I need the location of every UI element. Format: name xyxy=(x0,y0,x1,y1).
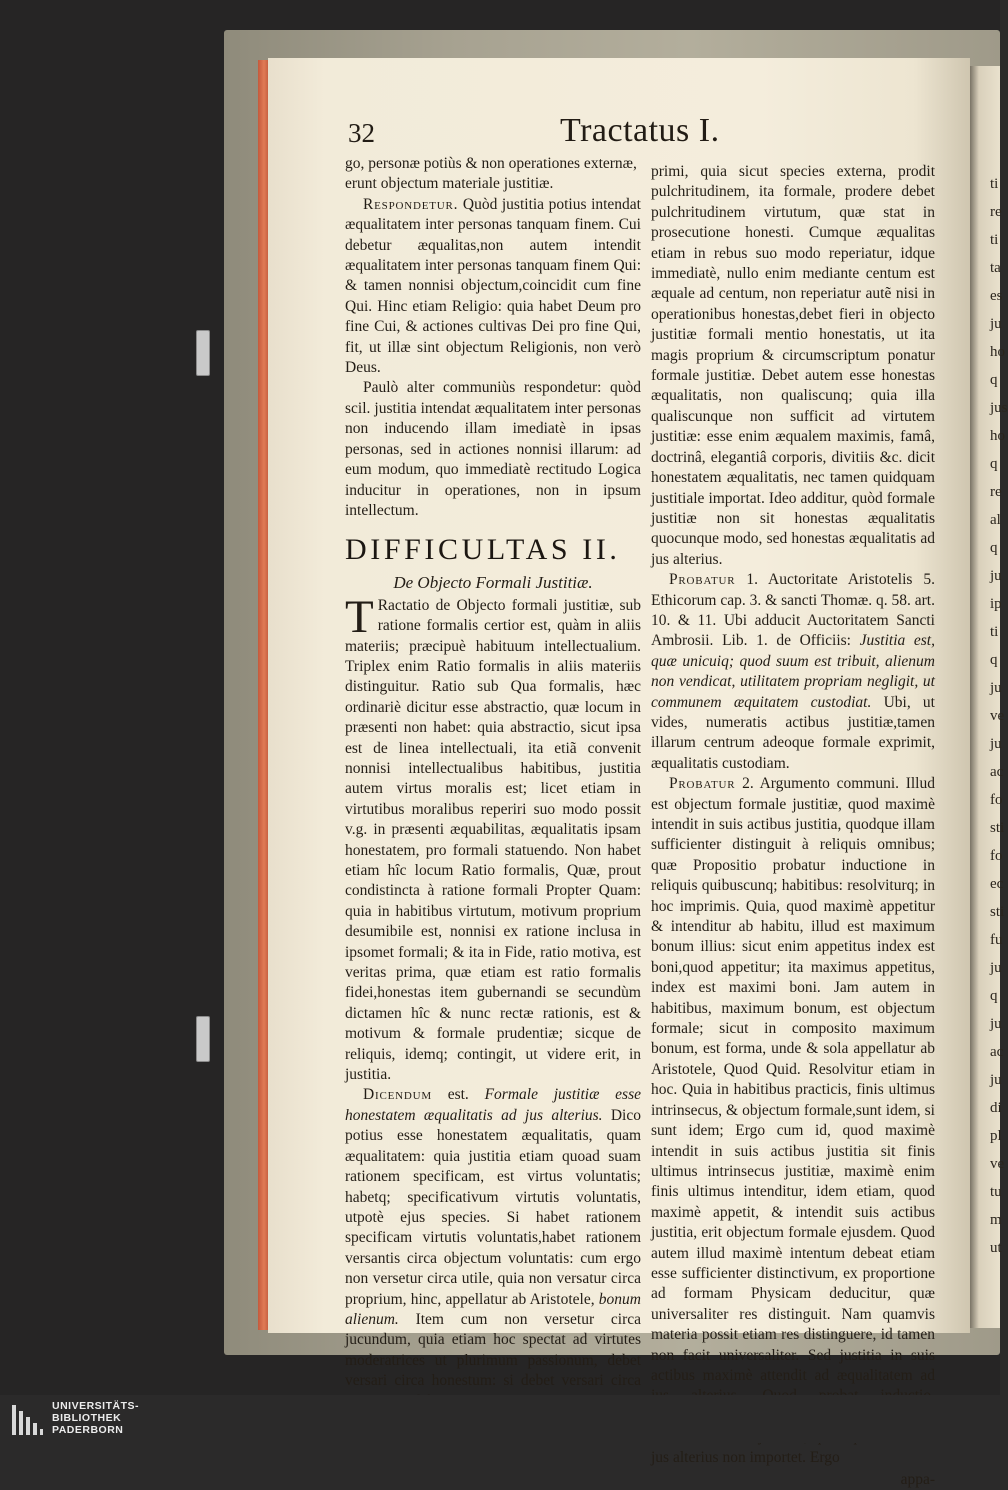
paragraph-respondetur xyxy=(345,195,641,379)
paragraph-text: est. xyxy=(431,1086,485,1104)
text-column-right xyxy=(651,162,935,1490)
facing-page-text-fragment: ju xyxy=(990,1016,1002,1032)
facing-page-text-fragment: jus xyxy=(990,400,1008,416)
library-name xyxy=(52,1400,139,1436)
section-subheading: De Objecto Formali Justitiæ. xyxy=(393,573,593,593)
facing-page-text-fragment: q xyxy=(990,540,998,556)
facing-page-text-fragment: ve xyxy=(990,1156,1005,1172)
library-footer xyxy=(0,1395,1000,1443)
facing-page-text-fragment: ip xyxy=(990,596,1002,612)
facing-page-text-fragment: ti xyxy=(990,232,999,248)
facing-page-text-fragment: re xyxy=(990,484,1002,500)
facing-page-text-fragment: ho xyxy=(990,428,1005,444)
paragraph-number: 1. xyxy=(735,571,769,589)
binding-clasp-bottom xyxy=(196,1016,210,1062)
facing-page-text-fragment: ti xyxy=(990,176,999,192)
paragraph-text: Quòd justitia potius intendat æqualitatem inter personas tanquam finem. Cui debetur æqualitas,non autem intendit æqualitatem inter personas tanquam finem Qui: & tamen nonnisi objectum,coincidit cum fine Qui. Hinc etiam Religio: quia habet Deum pro fine Cui, & actiones cultivas Dei pro fine Qui, fit, ut illæ sint objectum Religionis, non verò Deus. xyxy=(345,195,641,377)
label-dicendum: Dicendum xyxy=(363,1086,432,1104)
facing-page-text-fragment: ju xyxy=(990,680,1002,696)
quote-italic: Justitia est, quæ unicuiq; quod suum est tribuit, alienum non vendicat, utilitatem propriam negligit, ut communem æquitatem custodiat. xyxy=(651,632,935,711)
facing-page-text-fragment: ju xyxy=(990,1072,1002,1088)
facing-page-text-fragment: q xyxy=(990,988,998,1004)
facing-page-text-fragment: ec xyxy=(990,876,1004,892)
facing-page-text-fragment: di xyxy=(990,1100,1002,1116)
facing-page-text-fragment: fo xyxy=(990,848,1003,864)
label-respondetur: Respondetur. xyxy=(363,195,459,213)
facing-page-text-fragment: ti xyxy=(990,624,999,640)
text-line: go, personæ potiùs & non operationes externæ, xyxy=(345,155,637,172)
facing-page-text-fragment: ut xyxy=(990,1240,1002,1256)
paragraph-text: Item cum non versetur circa jucundum, quia etiam hoc spectat ad virtutes moderatrices ut plurimum passionum, debet versari circa honestum: si debet versari circa xyxy=(345,1310,641,1390)
label-probatur: Probatur xyxy=(669,775,736,793)
running-head: Tractatus I. xyxy=(560,112,720,149)
facing-page-text-fragment: ju xyxy=(990,960,1002,976)
thesis-italic: Formale justitiæ esse honestatem æqualitatis ad jus alterius. xyxy=(345,1086,642,1124)
library-logo-icon xyxy=(10,1401,44,1437)
facing-page-text-fragment: sti xyxy=(990,904,1005,920)
facing-page-text-fragment: q xyxy=(990,652,998,668)
facing-page-text-fragment: al xyxy=(990,512,1001,528)
facing-page-text-fragment: ac xyxy=(990,1044,1004,1060)
paragraph-text: Ubi, ut vides, numeratis actibus justitiæ,tamen illarum centrum adeoque formale exprimit, æqualitatis custodiam. xyxy=(651,693,935,772)
paragraph-number: 2. xyxy=(735,775,760,793)
facing-page-text-fragment: q xyxy=(990,372,998,388)
facing-page-text-fragment: ta xyxy=(990,260,1001,276)
text-line: erunt objectum materiale justitiæ. xyxy=(345,175,554,193)
drop-capital: T xyxy=(345,590,374,643)
facing-page-text-fragment: ve xyxy=(990,708,1005,724)
paragraph-tractatio xyxy=(345,590,641,1086)
library-name-line: BIBLIOTHEK xyxy=(52,1412,122,1424)
facing-page-text-fragment: pl xyxy=(990,1128,1002,1144)
paragraph-dicendum xyxy=(345,1085,641,1412)
facing-page-text-fragment: es xyxy=(990,288,1003,304)
facing-page-edge xyxy=(970,66,1008,1328)
paragraph-text: Argumento communi. Illud est objectum formale justitiæ, quod maximè intendit in suis actibus justitia, quodque illam sufficienter distinguit à reliquis omnibus; quæ Propositio probatur inductione in reliquis quibuscunq; habitibus: resolviturq; in hoc imprimis. Quia, quod maximè appetitur & intenditur ab habitu, illud est maximum bonum illius: sicut enim appetitus index est boni,quod appetitur; ita maximus appetitus, index est maximi boni. Jam autem in habitibus, maximum bonum, est objectum formale; sicut in composito maximum bonum, est forma, unde & sola appellatur ab Aristotele, Quod Quid. Resolvitur etiam in hoc. Quia in habitibus practicis, finis ultimus intrinsecus, & objectum formale,sunt idem, si sunt idem; Ergo cum id, quod maximè intendit in suis actibus justitia sit finis ultimus intrinsecus justitiæ, maximè enim finis ultimus intenditur, idem etiam, quod maximè appetit, & intendit suis actibus justitia, erit objectum formale ejusdem. Quod autem illud maximè intentum debeat etiam esse sufficienter distinctivum, ex proportione ad formam Physicam deducitur, quæ universaliter res distinguit. Nam quamvis materia possit etiam res distinguere, id tamen non facit universaliter. Sed justitia in suis actibus maximè attendit ad æqualitatem ad jus alterius non importet. Ergo xyxy=(651,775,935,1466)
facing-page-text-fragment: ju xyxy=(990,568,1002,584)
library-name-line: UNIVERSITÄTS- xyxy=(52,1400,140,1412)
paragraph-text: Dico potius esse honestatem æqualitatis, quam æqualitatem: quia justitia etiam quoad suam rationem specificam, est virtus voluntatis; habetq; specificativum virtutis voluntatis, utpotè ejus species. Si habet rationem specificam virtutis voluntatis,habet rationem versantis circa objectum voluntatis: cum ergo non versetur circa utile, quia non versatur circa proprium, hinc, appellatur ab Aristotele, xyxy=(345,1106,641,1308)
facing-page-text-fragment: sti xyxy=(990,820,1005,836)
catchword: appa- xyxy=(900,1471,935,1488)
facing-page-text-fragment: ho xyxy=(990,344,1005,360)
facing-page-text-fragment: m xyxy=(990,1212,1002,1228)
page-number: 32 xyxy=(348,118,375,148)
label-probatur: Probatur xyxy=(669,571,736,589)
text-column-left xyxy=(345,154,641,1412)
facing-page-text-fragment: fu xyxy=(990,932,1003,948)
paragraph-text: Auctoritate Aristotelis 5. Ethicorum cap. 3. & sancti Thomæ. q. 58. art. 10. & 11. Ubi adducit Auctoritatem Sancti Ambrosii. Lib. 1. de Officiis: xyxy=(651,571,935,650)
facing-page-text-fragment: q xyxy=(990,456,998,472)
facing-page-text-fragment: ac xyxy=(990,764,1004,780)
facing-page-text-fragment: ju xyxy=(990,736,1002,752)
section-heading: DIFFICULTAS II. xyxy=(345,533,621,567)
paragraph-probatur-2 xyxy=(651,774,935,1468)
paragraph-primi: primi, quia sicut species externa, prodit pulchritudinem, ita formale, prodere debet pulchritudinem virtutum, quæ stat in prosecutione honesti. Cumque æqualitas etiam in rebus suo modo reperiatur, idque immediatè, nullo enim mediante centum est æquale ad centum, non reperiatur autẽ nisi in operationibus honestas,debet fieri in objecto justitiæ formali mentio honestatis, ut ita magis proprium & circumscriptum ponatur formale justitiæ. Debet autem esse honestas æqualitatis, non qualiscunq; quia illa qualiscunque non sufficit ad virtutem justitiæ: esse enim æqualem maximis, famâ, doctrinâ, elegantiâ corporis, divitiis &c. dicit honestatem æqualitatis, nec tamen quidquam justitiale importat. Ideo additur, quòd formale justitiæ non sit honestas æqualitatis quocunque modo, sed honestas æqualitatis ad jus alterius. xyxy=(651,163,935,568)
facing-page-text-fragment: fo xyxy=(990,792,1003,808)
paragraph-probatur-1 xyxy=(651,570,935,774)
library-name-line: PADERBORN xyxy=(52,1424,124,1436)
facing-page-text-fragment: ju xyxy=(990,316,1002,332)
binding-clasp-top xyxy=(196,330,210,376)
quote-italic: bonum alienum. xyxy=(345,1290,641,1328)
paragraph-paulo: Paulò alter communiùs respondetur: quòd scil. justitia intendat æqualitatem inter personas non inducendo illam imediatè in ipsas personas, sed in actiones nonnisi illarum: ad eum modum, quo immediatè rectitudo Logica inducitur in operationes, non in ipsum intellectum. xyxy=(345,379,641,519)
facing-page-text-fragment: re xyxy=(990,204,1002,220)
facing-page-text-fragment: tu xyxy=(990,1184,1002,1200)
paragraph-text: Ractatio de Objecto formali justitiæ, sub ratione formalis certior est, quàm in aliis materiis; præcipuè habituum intellectualium. Triplex enim Ratio formalis in aliis materiis distinguitur. Ratio sub Qua formalis, hæc ordinariè dicitur esse abstractio, quæ locum in præsenti non habet: quia abstractio, sicut ipsa est de linea intellectuali, ita etiã convenit nonnisi intellectualibus habitibus, justitia autem virtus moralis est; licet etiam in virtutibus moralibus reperiri suo modo possit v.g. in præsenti æquabilitas, æqualitatis ipsam honestatem, pro formali statuendo. Non habet etiam hîc locum Ratio formalis, Quæ, prout condistincta à ratione formali Propter Quam: quia in habitibus virtutum, motivum proprium desumibile est, nonnisi ex ratione inclusa in ipsomet formali; & ita in Fide, ratio motiva, est veritas prima, quæ etiam est ratio formalis fidei,honestas item gubernandi se secundùm dictamen hîc & nunc rectæ rationis, est & motivum & formale prudentiæ; sicque de reliquis, idemq; contingit, ut videre erit, in justitia. xyxy=(345,596,641,1084)
